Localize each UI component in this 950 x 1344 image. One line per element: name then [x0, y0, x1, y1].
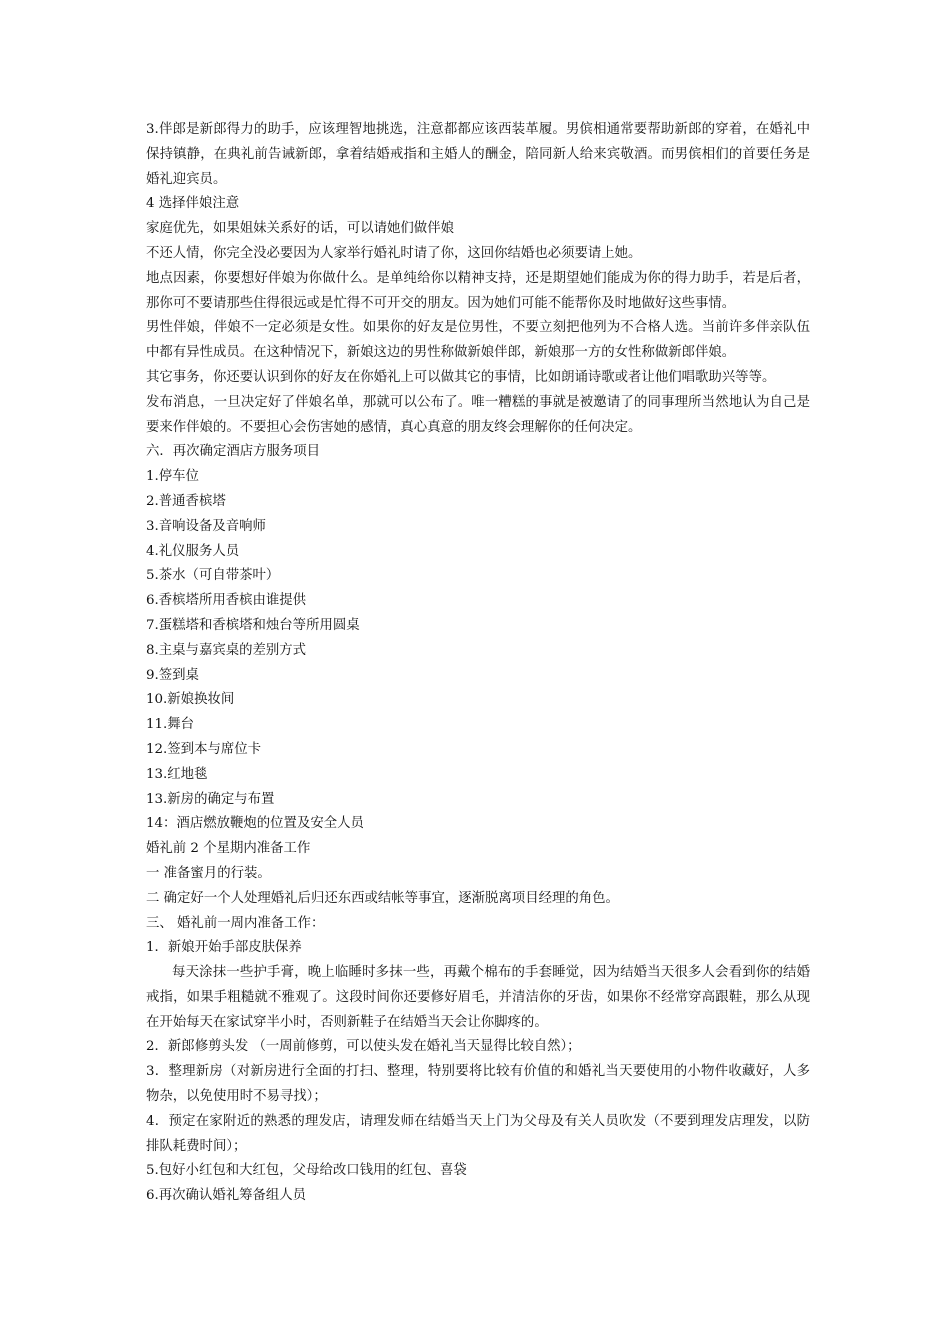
list-item: 13.新房的确定与布置	[146, 791, 275, 807]
paragraph-groomsman: 3.伴郎是新郎得力的助手，应该理智地挑选，注意都都应该西装革履。男傧相通常要帮助新郎的穿着，在婚礼中保持镇静，在典礼前告诫新郎，拿着结婚戒指和主婚人的酬金，陪同新人给来宾敬酒。而男傧相们的首要任务是婚礼迎宾员。	[146, 122, 810, 187]
list-item: 9.签到桌	[146, 667, 199, 683]
paragraph-hand-care: 每天涂抹一些护手膏，晚上临睡时多抹一些，再戴个棉布的手套睡觉，因为结婚当天很多人会看到你的结婚戒指，如果手粗糙就不雅观了。这段时间你还要修好眉毛，并清洁你的牙齿，如果你不经常穿高跟鞋，那么从现在开始每天在家试穿半小时，否则新鞋子在结婚当天会让你脚疼的。	[146, 965, 810, 1030]
list-item: 4．预定在家附近的熟悉的理发店，请理发师在结婚当天上门为父母及有关人员吹发（不要到理发店理发，以防排队耗费时间）；	[146, 1113, 810, 1154]
list-item: 10.新娘换妆间	[146, 692, 235, 708]
paragraph-honeymoon: 一 准备蜜月的行装。	[146, 865, 271, 881]
list-item: 2．新郎修剪头发 （一周前修剪，可以使头发在婚礼当天显得比较自然）；	[146, 1039, 581, 1055]
paragraph-handover: 二 确定好一个人处理婚礼后归还东西或结帐等事宜，逐渐脱离项目经理的角色。	[146, 890, 619, 906]
document-body	[146, 118, 810, 1209]
heading-two-weeks: 婚礼前 2 个星期内准备工作	[146, 841, 311, 857]
paragraph-family-first: 家庭优先，如果姐妹关系好的话，可以请她们做伴娘	[146, 221, 454, 237]
list-item: 4.礼仪服务人员	[146, 543, 240, 559]
paragraph-male-bridesmaid: 男性伴娘，伴娘不一定必须是女性。如果你的好友是位男性，不要立刻把他列为不合格人选。当前许多伴亲队伍中都有异性成员。在这种情况下，新娘这边的男性称做新娘伴郎，新娘那一方的女性称做新郎伴娘。	[146, 320, 810, 361]
heading-bridesmaid-tips: 4 选择伴娘注意	[146, 196, 240, 212]
list-item: 6.香槟塔所用香槟由谁提供	[146, 593, 307, 609]
heading-hotel-services: 六．再次确定酒店方服务项目	[146, 444, 321, 460]
list-item: 14：酒店燃放鞭炮的位置及安全人员	[146, 816, 364, 832]
list-item: 3.音响设备及音响师	[146, 518, 266, 534]
list-item: 6.再次确认婚礼筹备组人员	[146, 1188, 307, 1204]
paragraph-other-tasks: 其它事务，你还要认识到你的好友在你婚礼上可以做其它的事情，比如朗诵诗歌或者让他们唱歌助兴等等。	[146, 369, 776, 385]
list-item: 13.红地毯	[146, 766, 208, 782]
list-item: 2.普通香槟塔	[146, 493, 226, 509]
list-item: 3．整理新房（对新房进行全面的打扫、整理，特别要将比较有价值的和婚礼当天要使用的小物件收藏好，人多物杂，以免使用时不易寻找）；	[146, 1064, 810, 1105]
paragraph-location: 地点因素，你要想好伴娘为你做什么。是单纯给你以精神支持，还是期望她们能成为你的得力助手，若是后者，那你可不要请那些住得很远或是忙得不可开交的朋友。因为她们可能不能帮你及时地做好这些事情。	[146, 270, 810, 311]
list-item: 5.茶水（可自带茶叶）	[146, 568, 280, 584]
paragraph-no-favor: 不还人情，你完全没必要因为人家举行婚礼时请了你，这回你结婚也必须要请上她。	[146, 245, 642, 261]
list-item: 1.停车位	[146, 469, 199, 485]
heading-one-week: 三、 婚礼前一周内准备工作：	[146, 915, 325, 931]
list-item: 5.包好小红包和大红包，父母给改口钱用的红包、喜袋	[146, 1163, 467, 1179]
list-item: 12.签到本与席位卡	[146, 741, 262, 757]
paragraph-announce: 发布消息，一旦决定好了伴娘名单，那就可以公布了。唯一糟糕的事就是被邀请了的同事理所当然地认为自己是要来作伴娘的。不要担心会伤害她的感情，真心真意的朋友终会理解你的任何决定。	[146, 394, 810, 435]
list-item: 8.主桌与嘉宾桌的差别方式	[146, 642, 307, 658]
list-item: 7.蛋糕塔和香槟塔和烛台等所用圆桌	[146, 617, 360, 633]
list-item: 11.舞台	[146, 717, 195, 733]
list-item: 1．新娘开始手部皮肤保养	[146, 940, 302, 956]
